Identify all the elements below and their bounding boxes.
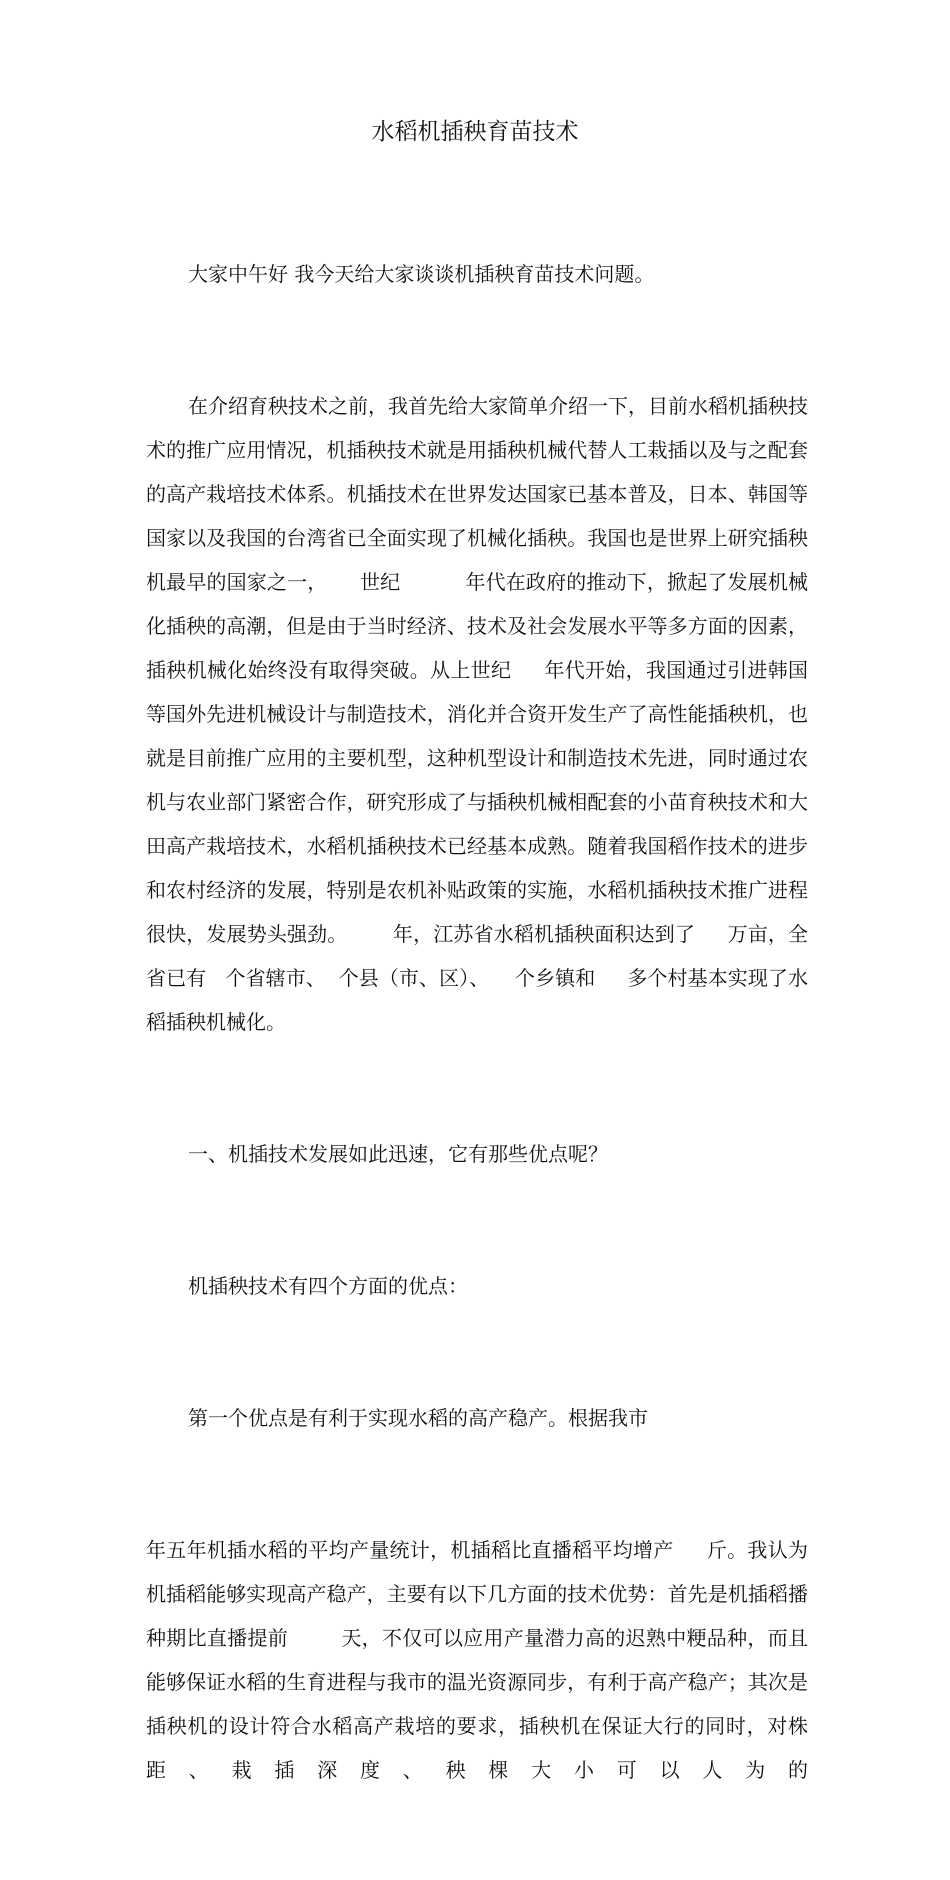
document-body bbox=[146, 164, 808, 1880]
paragraph-first-advantage: 第一个优点是有利于实现水稻的高产稳产。根据我市 bbox=[188, 1406, 648, 1430]
paragraph-four-advantages: 机插秧技术有四个方面的优点： bbox=[188, 1274, 468, 1298]
paragraph-yield-statistics: 年五年机插水稻的平均产量统计，机插稻比直播稻平均增产 斤。我认为机插稻能够实现高产稳产，主要有以下几方面的技术优势：首先是机插稻播种期比直播提前 天，不仅可以应用产量潜力高的迟熟中粳品种，而且能够保证水稻的生育进程与我市的温光资源同步，有利于高产稳产；其次是插秧机的设计符合水稻高产栽培的要求，插秧机在保证大行的同时，对株距、栽插深度、秧棵大小可以人为的 bbox=[146, 1538, 808, 1782]
section-heading-advantages: 一、机插技术发展如此迅速，它有那些优点呢？ bbox=[188, 1142, 608, 1166]
paragraph-background: 在介绍育秧技术之前，我首先给大家简单介绍一下，目前水稻机插秧技术的推广应用情况，机插秧技术就是用插秧机械代替人工栽插以及与之配套的高产栽培技术体系。机插技术在世界发达国家已基本普及，日本、韩国等国家以及我国的台湾省已全面实现了机械化插秧。我国也是世界上研究插秧机最早的国家之一， 世纪 年代在政府的推动下，掀起了发展机械化插秧的高潮，但是由于当时经济、技术及社会发展水平等多方面的因素，插秧机械化始终没有取得突破。从上世纪 年代开始，我国通过引进韩国等国外先进机械设计与制造技术，消化并合资开发生产了高性能插秧机，也就是目前推广应用的主要机型，这种机型设计和制造技术先进，同时通过农机与农业部门紧密合作，研究形成了与插秧机械相配套的小苗育秧技术和大田高产栽培技术，水稻机插秧技术已经基本成熟。随着我国稻作技术的进步和农村经济的发展，特别是农机补贴政策的实施，水稻机插秧技术推广进程很快，发展势头强劲。 年，江苏省水稻机插秧面积达到了 万亩，全省已有 个省辖市、 个县（市、区）、 个乡镇和 多个村基本实现了水稻插秧机械化。 bbox=[146, 394, 808, 1034]
document-title: 水稻机插秧育苗技术 bbox=[371, 119, 579, 145]
paragraph-greeting: 大家中午好 我今天给大家谈谈机插秧育苗技术问题。 bbox=[188, 262, 655, 286]
